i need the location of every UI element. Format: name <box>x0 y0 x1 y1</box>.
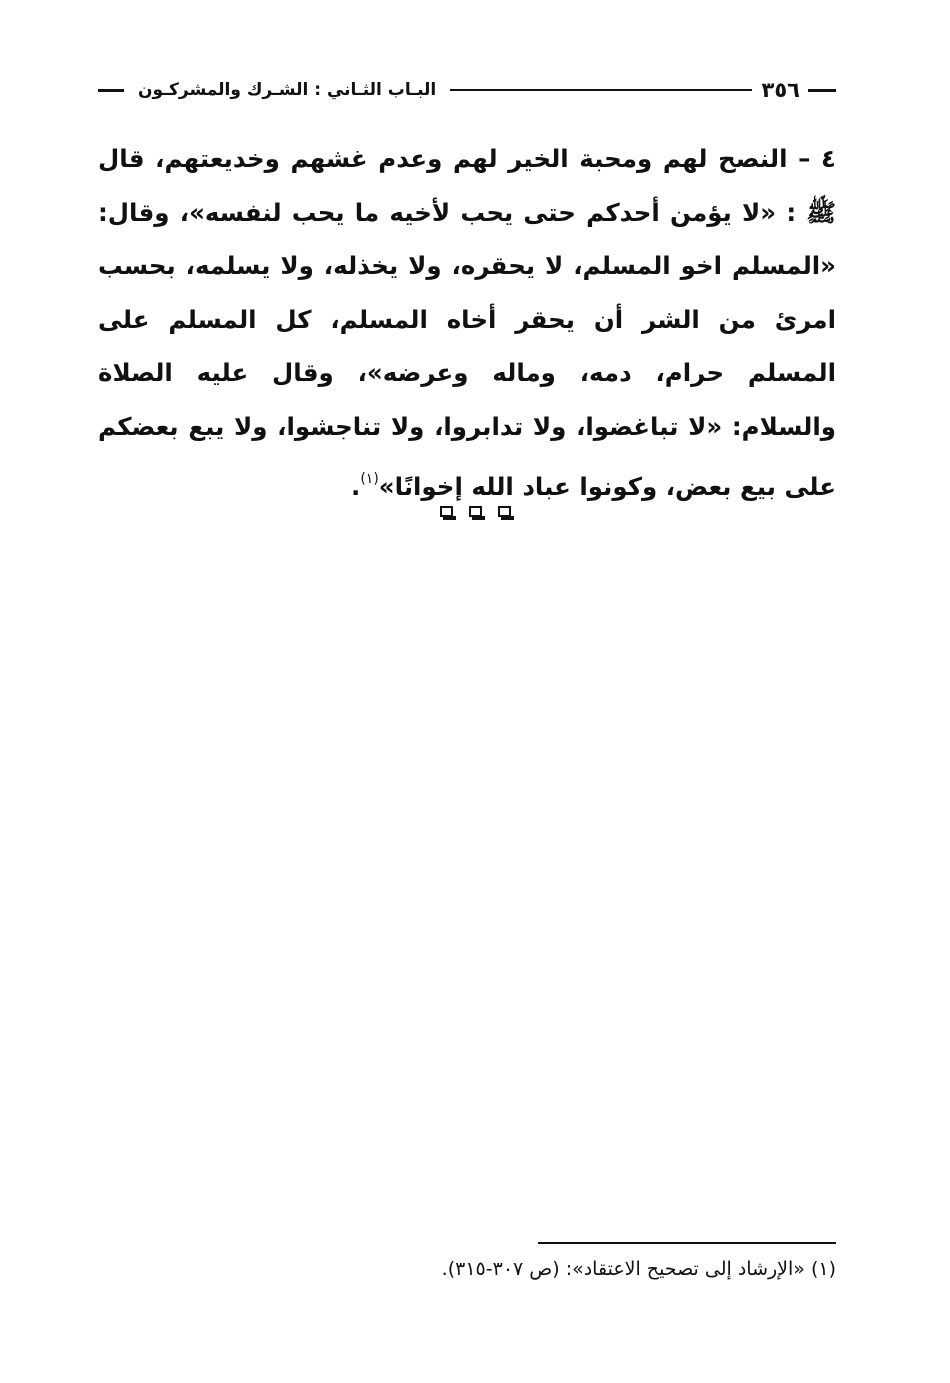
footnote-separator <box>538 1242 836 1244</box>
footnote: (١) «الإرشاد إلى تصحيح الاعتقاد»: (ص ٣٠٧-٣١٥). <box>441 1258 836 1280</box>
body-paragraph <box>98 132 836 514</box>
square-ornament-icon <box>498 506 511 517</box>
page-number: ٣٥٦ <box>761 78 800 102</box>
square-ornament-icon <box>469 506 482 517</box>
footnote-reference: (١) <box>360 471 379 487</box>
page-header <box>98 70 836 110</box>
square-ornament-icon <box>440 506 453 517</box>
running-title: البـاب الثـاني : الشـرك والمشركـون <box>138 80 437 100</box>
section-divider <box>0 506 950 517</box>
header-dash-right <box>808 89 836 92</box>
header-dash-left <box>98 89 124 92</box>
paragraph-end-mark: . <box>351 472 361 501</box>
paragraph-text: ٤ – النصح لهم ومحبة الخير لهم وعدم غشهم وخديعتهم، قال ﷺ : «لا يؤمن أحدكم حتى يحب لأخيه ما يحب لنفسه»، وقال: «المسلم اخو المسلم، لا يحقره، ولا يخذله، ولا يسلمه، بحسب امرئ من الشر أن يحقر أخاه المسلم، كل المسلم على المسلم حرام، دمه، وماله وعرضه»، وقال عليه الصلاة والسلام: «لا تباغضوا، ولا تدابروا، ولا تناجشوا، ولا يبع بعضكم على بيع بعض، وكونوا عباد الله إخوانًا» <box>98 144 836 501</box>
header-rule <box>450 89 751 91</box>
